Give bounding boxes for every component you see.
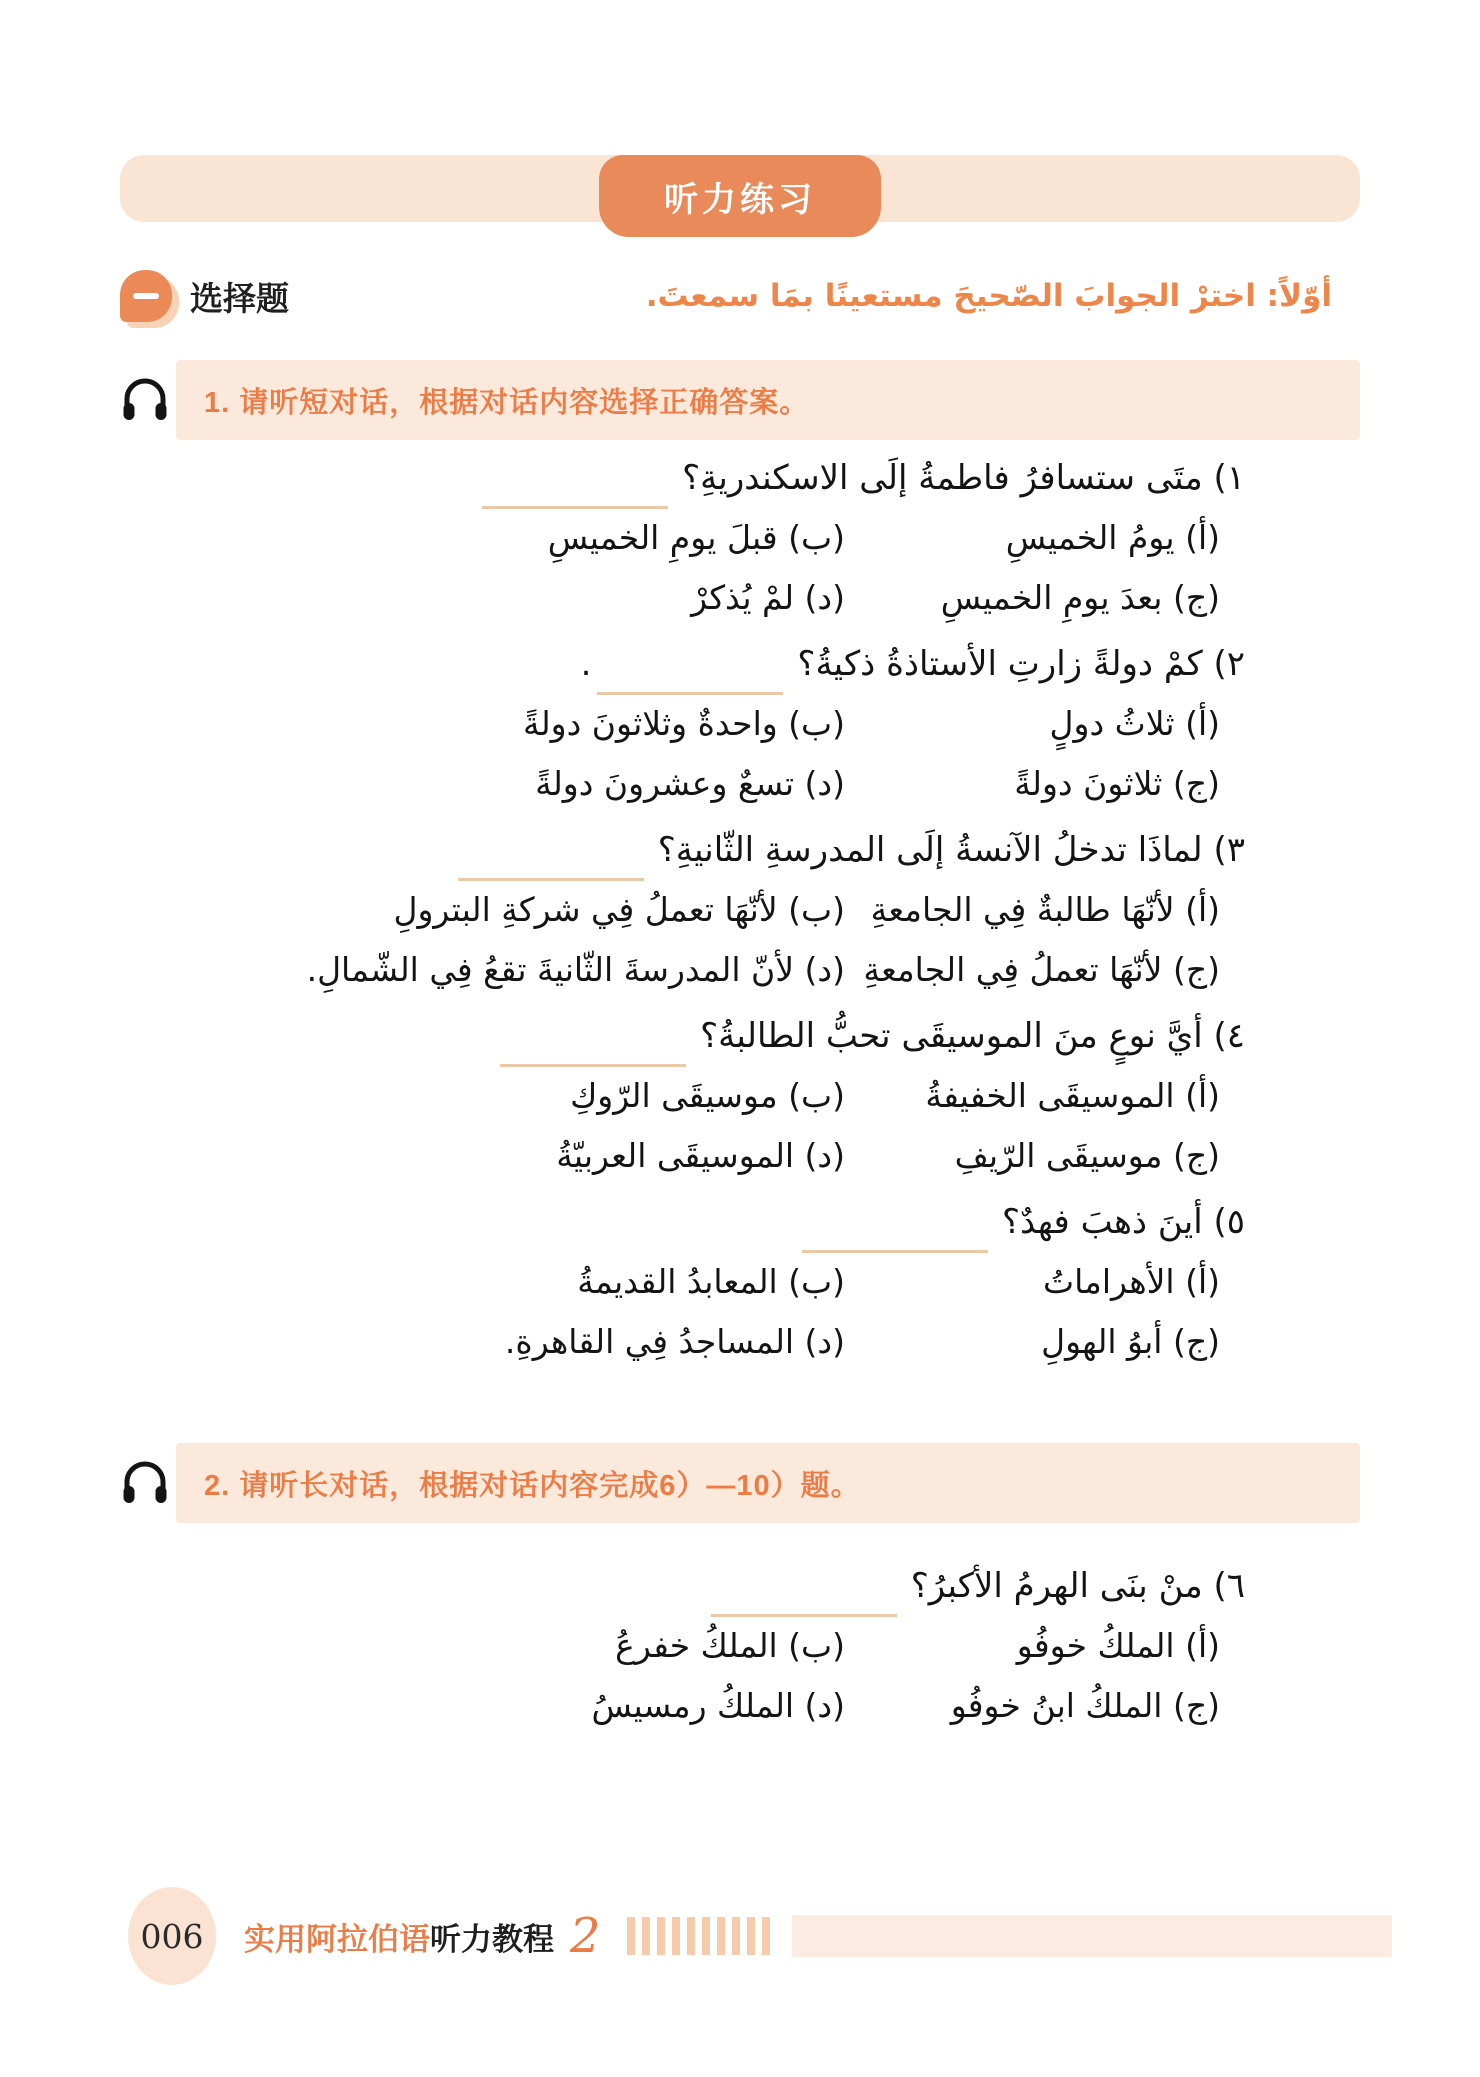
options-grid [200, 1070, 1245, 1182]
bar-decoration [702, 1917, 710, 1955]
volume-number: 2 [570, 1908, 601, 1964]
bar-decoration [687, 1917, 695, 1955]
option: (د) لأنّ المدرسةَ الثّانيةَ تقعُ فِي الشّمالِ. [306, 950, 845, 989]
answer-blank [482, 502, 668, 509]
book-title [244, 1914, 554, 1959]
page-number-badge [128, 1887, 216, 1985]
top-banner-band [120, 155, 1360, 222]
question-text: ١) متَى ستسافرُ فاطمةُ إلَى الاسكندريةِ؟ [682, 458, 1245, 498]
option: (ب) لأنّهَا تعملُ فِي شركةِ البترولِ [393, 890, 845, 929]
option: (ب) واحدةٌ وثلاثونَ دولةً [522, 704, 845, 743]
dash-icon [133, 293, 159, 299]
bar-decoration [732, 1917, 740, 1955]
question-block [200, 824, 1245, 996]
headphones-icon [122, 376, 168, 427]
after-blank: . [580, 644, 592, 684]
headphones-icon [122, 1459, 168, 1510]
question-line [200, 638, 1245, 690]
footer-band-decoration [792, 1915, 1392, 1957]
book-title-orange: 实用阿拉伯语 [244, 1921, 430, 1957]
option: (ج) الملكُ ابنُ خوفُو [950, 1686, 1220, 1725]
part2-instruction: 2. 请听长对话，根据对话内容完成6）—10）题。 [204, 1469, 861, 1502]
option: (ج) بعدَ يومِ الخميسِ [940, 578, 1220, 617]
page-number: 006 [140, 1916, 204, 1956]
choice-section-header [120, 270, 1360, 322]
part2-header [120, 1443, 1360, 1523]
options-grid [200, 884, 1245, 996]
option: (ب) المعابدُ القديمةُ [577, 1262, 845, 1301]
option: (د) لمْ يُذكرْ [691, 578, 845, 617]
option: (أ) يومُ الخميسِ [1005, 518, 1220, 557]
option: (أ) الأهراماتُ [1043, 1262, 1220, 1301]
question-block [200, 1560, 1245, 1732]
bar-decoration [657, 1917, 665, 1955]
option: (ج) موسيقَى الرّيفِ [954, 1136, 1220, 1175]
question-text: ٤) أيَّ نوعٍ منَ الموسيقَى تحبُّ الطالبةُ؟ [700, 1016, 1245, 1056]
answer-blank [802, 1246, 988, 1253]
question-line [200, 824, 1245, 876]
part1-instruction: 1. 请听短对话，根据对话内容选择正确答案。 [204, 386, 810, 419]
section-number-badge [120, 270, 172, 322]
bar-decoration [672, 1917, 680, 1955]
options-grid [200, 698, 1245, 810]
page-title [599, 155, 881, 237]
question-block [200, 638, 1245, 810]
answer-blank [458, 874, 644, 881]
question-block [200, 1010, 1245, 1182]
book-title-black: 听力教程 [430, 1921, 554, 1957]
question-block [200, 452, 1245, 624]
option: (ج) أبوُ الهولِ [1041, 1322, 1220, 1361]
bar-decoration [642, 1917, 650, 1955]
part2-instruction-band [176, 1443, 1360, 1523]
option: (أ) الموسيقَى الخفيفةُ [925, 1076, 1220, 1115]
option: (أ) لأنّهَا طالبةٌ فِي الجامعةِ [870, 890, 1220, 929]
bar-decoration [747, 1917, 755, 1955]
option: (ج) لأنّهَا تعملُ فِي الجامعةِ [863, 950, 1220, 989]
option: (ب) موسيقَى الرّوكِ [570, 1076, 845, 1115]
question-line [200, 1560, 1245, 1612]
page-title-label: 听力练习 [664, 180, 816, 219]
option: (أ) الملكُ خوفُو [1016, 1626, 1220, 1665]
arabic-instruction: أوّلاً: اخترْ الجوابَ الصّحيحَ مستعينًا بمَا سمعتَ. [645, 278, 1332, 314]
answer-blank [597, 688, 783, 695]
decorative-bars [627, 1917, 770, 1955]
option: (د) تسعٌ وعشرونَ دولةً [535, 764, 845, 803]
options-grid [200, 1620, 1245, 1732]
choice-section-left [120, 270, 289, 322]
question-text: ٦) منْ بنَى الهرمُ الأكبرُ؟ [910, 1566, 1245, 1606]
part1-header [120, 360, 1360, 440]
option: (د) الموسيقَى العربيّةُ [556, 1136, 845, 1175]
answer-blank [500, 1060, 686, 1067]
question-line [200, 1010, 1245, 1062]
choice-section-label: 选择题 [190, 279, 289, 317]
part2-questions [200, 1560, 1245, 1746]
part1-questions [200, 452, 1245, 1382]
option: (د) المساجدُ فِي القاهرةِ. [504, 1322, 845, 1361]
options-grid [200, 512, 1245, 624]
option: (أ) ثلاثُ دولٍ [1049, 704, 1220, 743]
question-text: ٢) كمْ دولةً زارتِ الأستاذةُ ذكيةُ؟ [797, 644, 1245, 684]
question-text: ٣) لماذَا تدخلُ الآنسةُ إلَى المدرسةِ الثّانيةِ؟ [657, 830, 1245, 870]
option: (ب) الملكُ خفرعُ [615, 1626, 845, 1665]
question-line [200, 1196, 1245, 1248]
options-grid [200, 1256, 1245, 1368]
bar-decoration [627, 1917, 635, 1955]
part1-instruction-band [176, 360, 1360, 440]
answer-blank [711, 1610, 897, 1617]
option: (ب) قبلَ يومِ الخميسِ [547, 518, 845, 557]
question-block [200, 1196, 1245, 1368]
option: (ج) ثلاثونَ دولةً [1014, 764, 1220, 803]
question-line [200, 452, 1245, 504]
page-footer [128, 1886, 1392, 1986]
bar-decoration [717, 1917, 725, 1955]
option: (د) الملكُ رمسيسُ [591, 1686, 845, 1725]
bar-decoration [762, 1917, 770, 1955]
question-text: ٥) أينَ ذهبَ فهدٌ؟ [1001, 1202, 1245, 1242]
